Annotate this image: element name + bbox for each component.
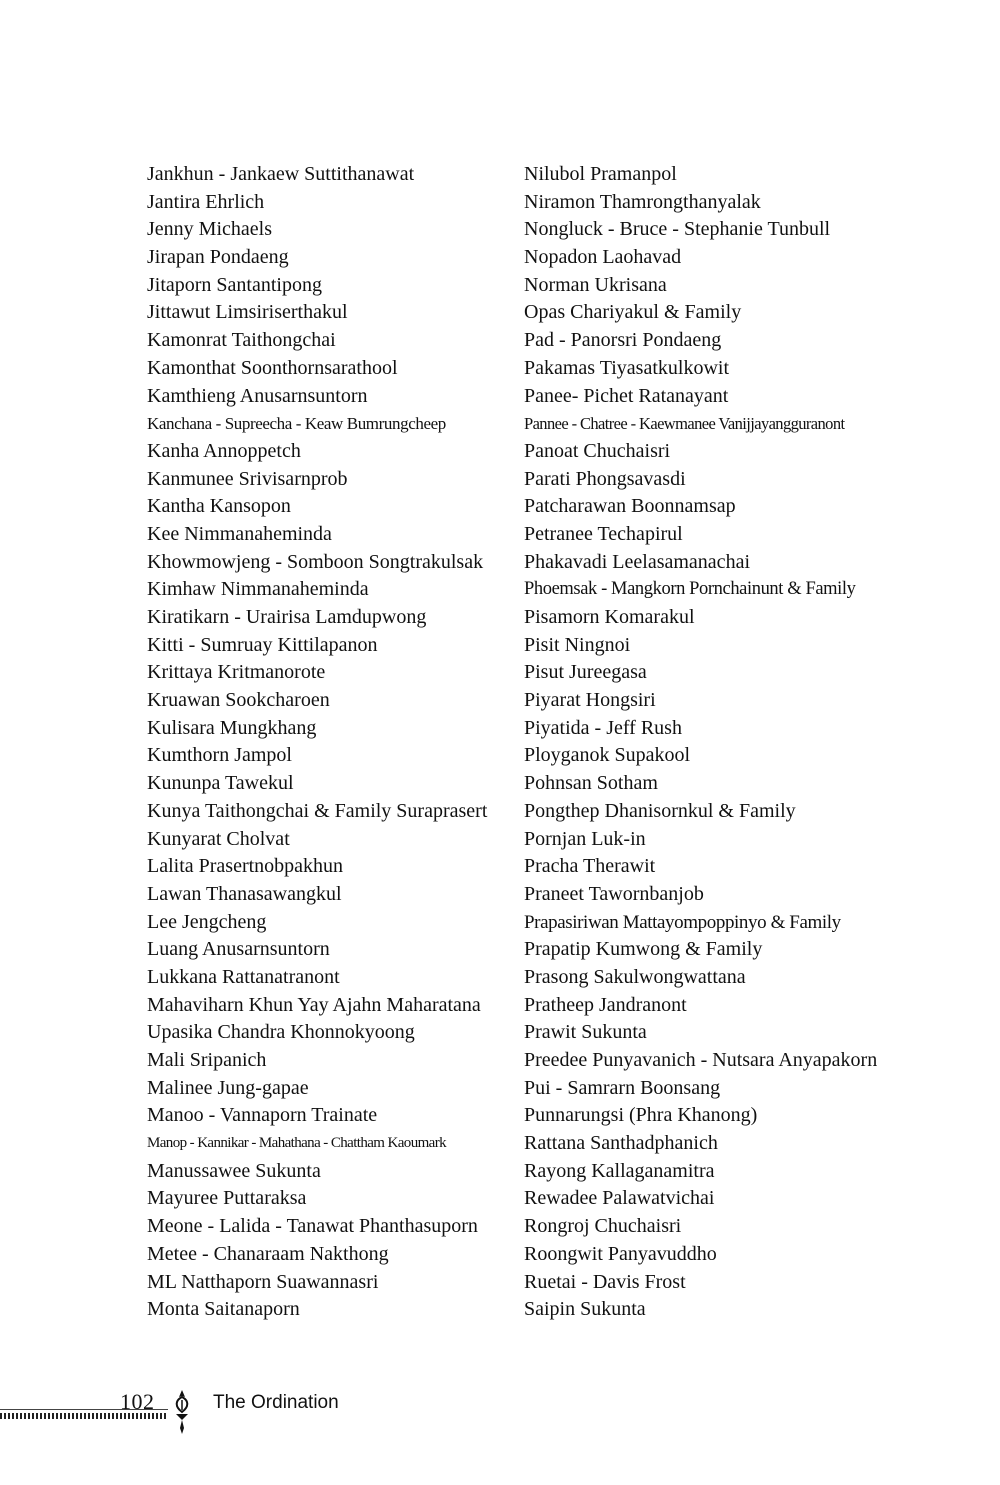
list-item: Pisit Ningnoi (524, 633, 631, 656)
lotus-ornament-icon (172, 1388, 192, 1436)
list-item: Rewadee Palawatvichai (524, 1187, 715, 1210)
list-item: Jitaporn Santantipong (147, 273, 322, 296)
list-item: Mali Sripanich (147, 1049, 267, 1071)
list-item: Nongluck - Bruce - Stephanie Tunbull (524, 218, 831, 241)
list-item: Pornjan Luk-in (524, 827, 646, 850)
list-item: Petranee Techapirul (524, 522, 683, 545)
list-item: Panoat Chuchaisri (524, 439, 671, 462)
list-item: Kununpa Tawekul (147, 772, 294, 795)
list-item: Mayuree Puttaraksa (147, 1187, 307, 1210)
list-item: Opas Chariyakul & Family (524, 301, 742, 324)
list-item: Pui - Samrarn Boonsang (524, 1076, 721, 1099)
list-item: Kanmunee Srivisarnprob (147, 467, 348, 490)
list-item: Metee - Chanaraam Nakthong (147, 1242, 389, 1265)
list-item: Kiratikarn - Urairisa Lamdupwong (147, 606, 427, 628)
page-number: 102 (120, 1389, 155, 1414)
list-item: Kanha Annoppetch (147, 439, 301, 462)
list-item: Kumthorn Jampol (147, 744, 292, 767)
list-item: Lawan Thanasawangkul (147, 882, 342, 905)
list-item: Ruetai - Davis Frost (524, 1270, 686, 1293)
list-item: Praneet Tawornbanjob (524, 882, 704, 905)
list-item: Pad - Panorsri Pondaeng (524, 329, 722, 352)
list-item: Kimhaw Nimmanaheminda (147, 578, 369, 601)
list-item: Prasong Sakulwongwattana (524, 965, 746, 988)
list-item: Monta Saitanaporn (147, 1298, 300, 1321)
list-item: Upasika Chandra Khonnokyoong (147, 1021, 415, 1044)
list-item: Lukkana Rattanatranont (147, 965, 340, 988)
list-item: Nopadon Laohavad (524, 246, 682, 269)
list-item: Ployganok Supakool (524, 744, 691, 767)
list-item: Kamonthat Soonthornsarathool (147, 356, 398, 379)
list-item: Saipin Sukunta (524, 1298, 646, 1321)
list-item: Piyarat Hongsiri (524, 689, 656, 712)
list-item: Kruawan Sookcharoen (147, 689, 330, 712)
list-item: Niramon Thamrongthanyalak (524, 190, 761, 213)
list-item: Patcharawan Boonnamsap (524, 495, 736, 518)
list-item: Kunya Taithongchai & Family Suraprasert (147, 799, 488, 822)
list-item: Mahaviharn Khun Yay Ajahn Maharatana (147, 993, 481, 1016)
list-item: Punnarungsi (Phra Khanong) (524, 1104, 758, 1127)
right-name-list (524, 161, 984, 1324)
list-item: Jantira Ehrlich (147, 190, 265, 213)
list-item: Rongroj Chuchaisri (524, 1215, 682, 1238)
list-item: Lalita Prasertnobpakhun (147, 855, 344, 878)
list-item: Panee- Pichet Ratanayant (524, 384, 729, 407)
list-item: Manussawee Sukunta (147, 1159, 321, 1182)
list-item: Manoo - Vannaporn Trainate (147, 1104, 378, 1127)
list-item: Manop - Kannikar - Mahathana - Chattham Kaoumark (147, 1135, 447, 1152)
left-name-list (147, 161, 519, 1324)
list-item: Pisut Jureegasa (524, 661, 647, 684)
list-item: Kee Nimmanaheminda (147, 522, 332, 545)
list-item: Kantha Kansopon (147, 495, 291, 518)
list-item: Pakamas Tiyasatkulkowit (524, 356, 730, 379)
list-item: Norman Ukrisana (524, 273, 667, 296)
list-item: Rattana Santhadphanich (524, 1132, 718, 1155)
list-item: Kunyarat Cholvat (147, 827, 290, 850)
list-item: Kitti - Sumruay Kittilapanon (147, 633, 378, 656)
list-item: Kanchana - Supreecha - Keaw Bumrungcheep (147, 414, 446, 434)
list-item: Jittawut Limsiriserthakul (147, 301, 348, 324)
list-item: Kamthieng Anusarnsuntorn (147, 384, 368, 407)
list-item: Pohnsan Sotham (524, 772, 658, 795)
list-item: Khowmowjeng - Somboon Songtrakulsak (147, 550, 484, 573)
list-item: Malinee Jung-gapae (147, 1076, 309, 1099)
list-item: Jankhun - Jankaew Suttithanawat (147, 163, 415, 185)
list-item: Kamonrat Taithongchai (147, 329, 336, 352)
list-item: Pannee - Chatree - Kaewmanee Vanijjayangguranont (524, 414, 845, 434)
list-item: Phakavadi Leelasamanachai (524, 550, 750, 573)
list-item: Phoemsak - Mangkorn Pornchainunt & Family (524, 579, 856, 600)
list-item: Jirapan Pondaeng (147, 246, 289, 269)
list-item: Luang Anusarnsuntorn (147, 938, 330, 961)
list-item: Piyatida - Jeff Rush (524, 716, 682, 739)
list-item: Meone - Lalida - Tanawat Phanthasuporn (147, 1215, 478, 1238)
list-item: Prapasiriwan Mattayompoppinyo & Family (524, 911, 841, 933)
book-title: The Ordination (213, 1392, 339, 1413)
list-item: Roongwit Panyavuddho (524, 1242, 717, 1265)
list-item: Parati Phongsavasdi (524, 467, 686, 490)
list-item: Prapatip Kumwong & Family (524, 938, 763, 961)
list-item: Prawit Sukunta (524, 1021, 647, 1044)
list-item: Jenny Michaels (147, 218, 272, 241)
list-item: Kulisara Mungkhang (147, 716, 317, 739)
list-item: Krittaya Kritmanorote (147, 661, 326, 684)
list-item: Nilubol Pramanpol (524, 163, 677, 185)
list-item: Preedee Punyavanich - Nutsara Anyapakorn (524, 1049, 878, 1071)
list-item: Pracha Therawit (524, 855, 656, 878)
list-item: Lee Jengcheng (147, 910, 267, 933)
list-item: Pongthep Dhanisornkul & Family (524, 799, 796, 822)
list-item: Rayong Kallaganamitra (524, 1159, 715, 1182)
list-item: ML Natthaporn Suawannasri (147, 1270, 379, 1293)
list-item: Pisamorn Komarakul (524, 606, 695, 628)
list-item: Pratheep Jandranont (524, 993, 687, 1016)
